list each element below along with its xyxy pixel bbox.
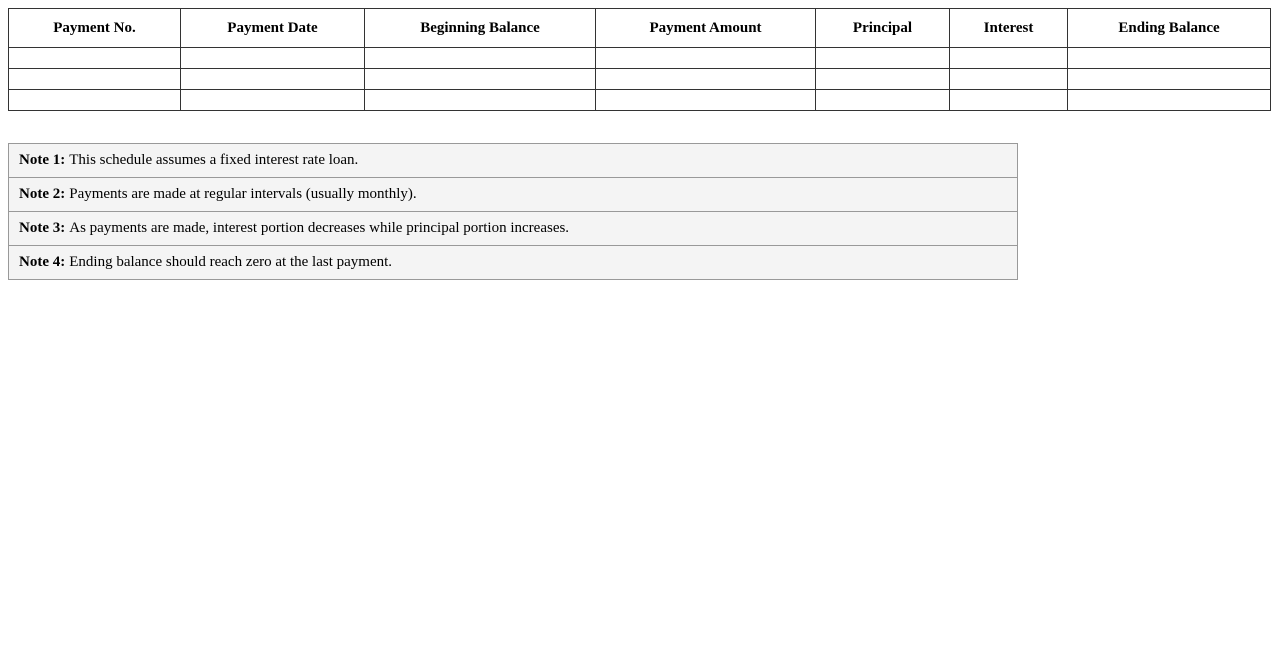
note-label: Note 4: <box>19 254 66 270</box>
amortization-table <box>8 8 1271 111</box>
table-cell <box>1068 69 1271 90</box>
table-header-row <box>9 9 1271 48</box>
table-cell <box>596 48 816 69</box>
table-cell <box>9 48 181 69</box>
header-payment-date: Payment Date <box>181 9 365 48</box>
table-cell <box>181 90 365 111</box>
table-cell <box>950 90 1068 111</box>
header-ending-balance: Ending Balance <box>1068 9 1271 48</box>
table-cell <box>950 48 1068 69</box>
table-cell <box>9 69 181 90</box>
header-beginning-balance: Beginning Balance <box>365 9 596 48</box>
table-row <box>9 69 1271 90</box>
table-cell <box>816 69 950 90</box>
table-cell <box>181 69 365 90</box>
header-interest: Interest <box>950 9 1068 48</box>
table-cell <box>816 90 950 111</box>
note-label: Note 1: <box>19 152 66 168</box>
table-cell <box>1068 90 1271 111</box>
header-payment-no: Payment No. <box>9 9 181 48</box>
table-cell <box>816 48 950 69</box>
table-cell <box>9 90 181 111</box>
note-label: Note 3: <box>19 220 66 236</box>
table-cell <box>596 90 816 111</box>
note-2 <box>9 177 1017 211</box>
note-3 <box>9 211 1017 245</box>
note-text: Payments are made at regular intervals (usually monthly). <box>69 186 417 202</box>
table-row <box>9 90 1271 111</box>
note-text: As payments are made, interest portion decreases while principal portion increases. <box>69 220 570 236</box>
note-4 <box>9 245 1017 279</box>
note-text: This schedule assumes a fixed interest rate loan. <box>69 152 359 168</box>
header-principal: Principal <box>816 9 950 48</box>
note-text: Ending balance should reach zero at the last payment. <box>69 254 393 270</box>
table-cell <box>181 48 365 69</box>
table-cell <box>365 90 596 111</box>
note-1 <box>9 144 1017 177</box>
table-cell <box>950 69 1068 90</box>
note-label: Note 2: <box>19 186 66 202</box>
table-cell <box>596 69 816 90</box>
notes-list <box>8 143 1018 280</box>
table-cell <box>1068 48 1271 69</box>
table-cell <box>365 48 596 69</box>
table-row <box>9 48 1271 69</box>
header-payment-amount: Payment Amount <box>596 9 816 48</box>
table-cell <box>365 69 596 90</box>
